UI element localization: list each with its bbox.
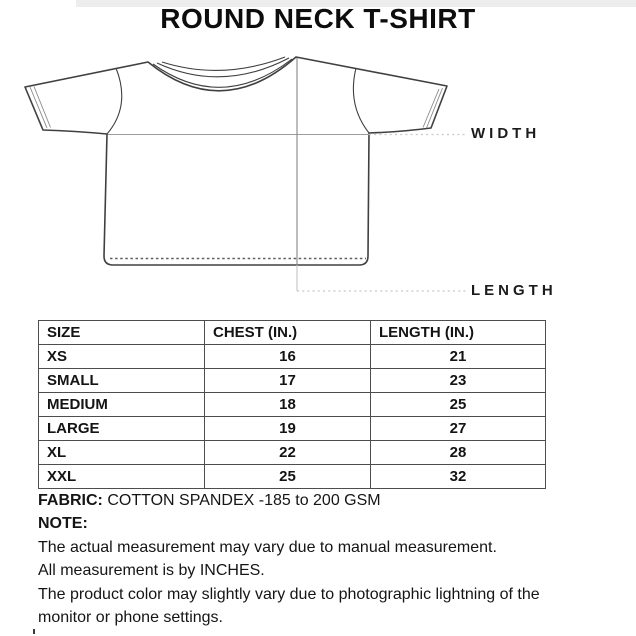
note-line-3: The product color may slightly vary due to photographic lightning of the [38, 585, 540, 603]
cell-size: SMALL [39, 369, 205, 393]
page-title: ROUND NECK T-SHIRT [160, 3, 476, 34]
note-line-4: monitor or phone settings. [38, 609, 223, 627]
cell-length: 27 [371, 417, 546, 441]
size-table-header-size: SIZE [39, 321, 205, 345]
table-row [39, 369, 546, 393]
table-row [39, 465, 546, 489]
cell-size: LARGE [39, 417, 205, 441]
note-line-1: The actual measurement may vary due to manual measurement. [38, 538, 497, 556]
size-table-body [39, 345, 546, 489]
cell-length: 32 [371, 465, 546, 489]
cell-chest: 25 [205, 465, 371, 489]
tshirt-diagram [0, 0, 636, 312]
fabric-label: FABRIC: [38, 492, 103, 509]
cell-length: 25 [371, 393, 546, 417]
width-label: WIDTH [471, 125, 541, 142]
cell-size: XL [39, 441, 205, 465]
cell-chest: 19 [205, 417, 371, 441]
tshirt-silhouette [25, 57, 447, 265]
length-label: LENGTH [471, 282, 557, 299]
table-row [39, 345, 546, 369]
cell-size: XS [39, 345, 205, 369]
cell-chest: 18 [205, 393, 371, 417]
size-table-header-length: LENGTH (IN.) [371, 321, 546, 345]
cell-length: 21 [371, 345, 546, 369]
note-label: NOTE: [38, 515, 88, 533]
note-line-2: All measurement is by INCHES. [38, 562, 265, 580]
cell-chest: 22 [205, 441, 371, 465]
size-table-header-chest: CHEST (IN.) [205, 321, 371, 345]
fabric-line [38, 489, 623, 512]
fabric-value: COTTON SPANDEX -185 to 200 GSM [107, 492, 381, 509]
cell-length: 23 [371, 369, 546, 393]
table-row [39, 441, 546, 465]
cell-chest: 16 [205, 345, 371, 369]
table-row [39, 417, 546, 441]
size-table-header-row [39, 321, 546, 345]
notes-section [38, 489, 623, 629]
cell-chest: 17 [205, 369, 371, 393]
size-table [38, 320, 546, 489]
note-heading [38, 512, 623, 535]
table-row [39, 393, 546, 417]
cell-size: XXL [39, 465, 205, 489]
cell-size: MEDIUM [39, 393, 205, 417]
stray-mark [33, 629, 35, 634]
size-table-head [39, 321, 546, 345]
cell-length: 28 [371, 441, 546, 465]
